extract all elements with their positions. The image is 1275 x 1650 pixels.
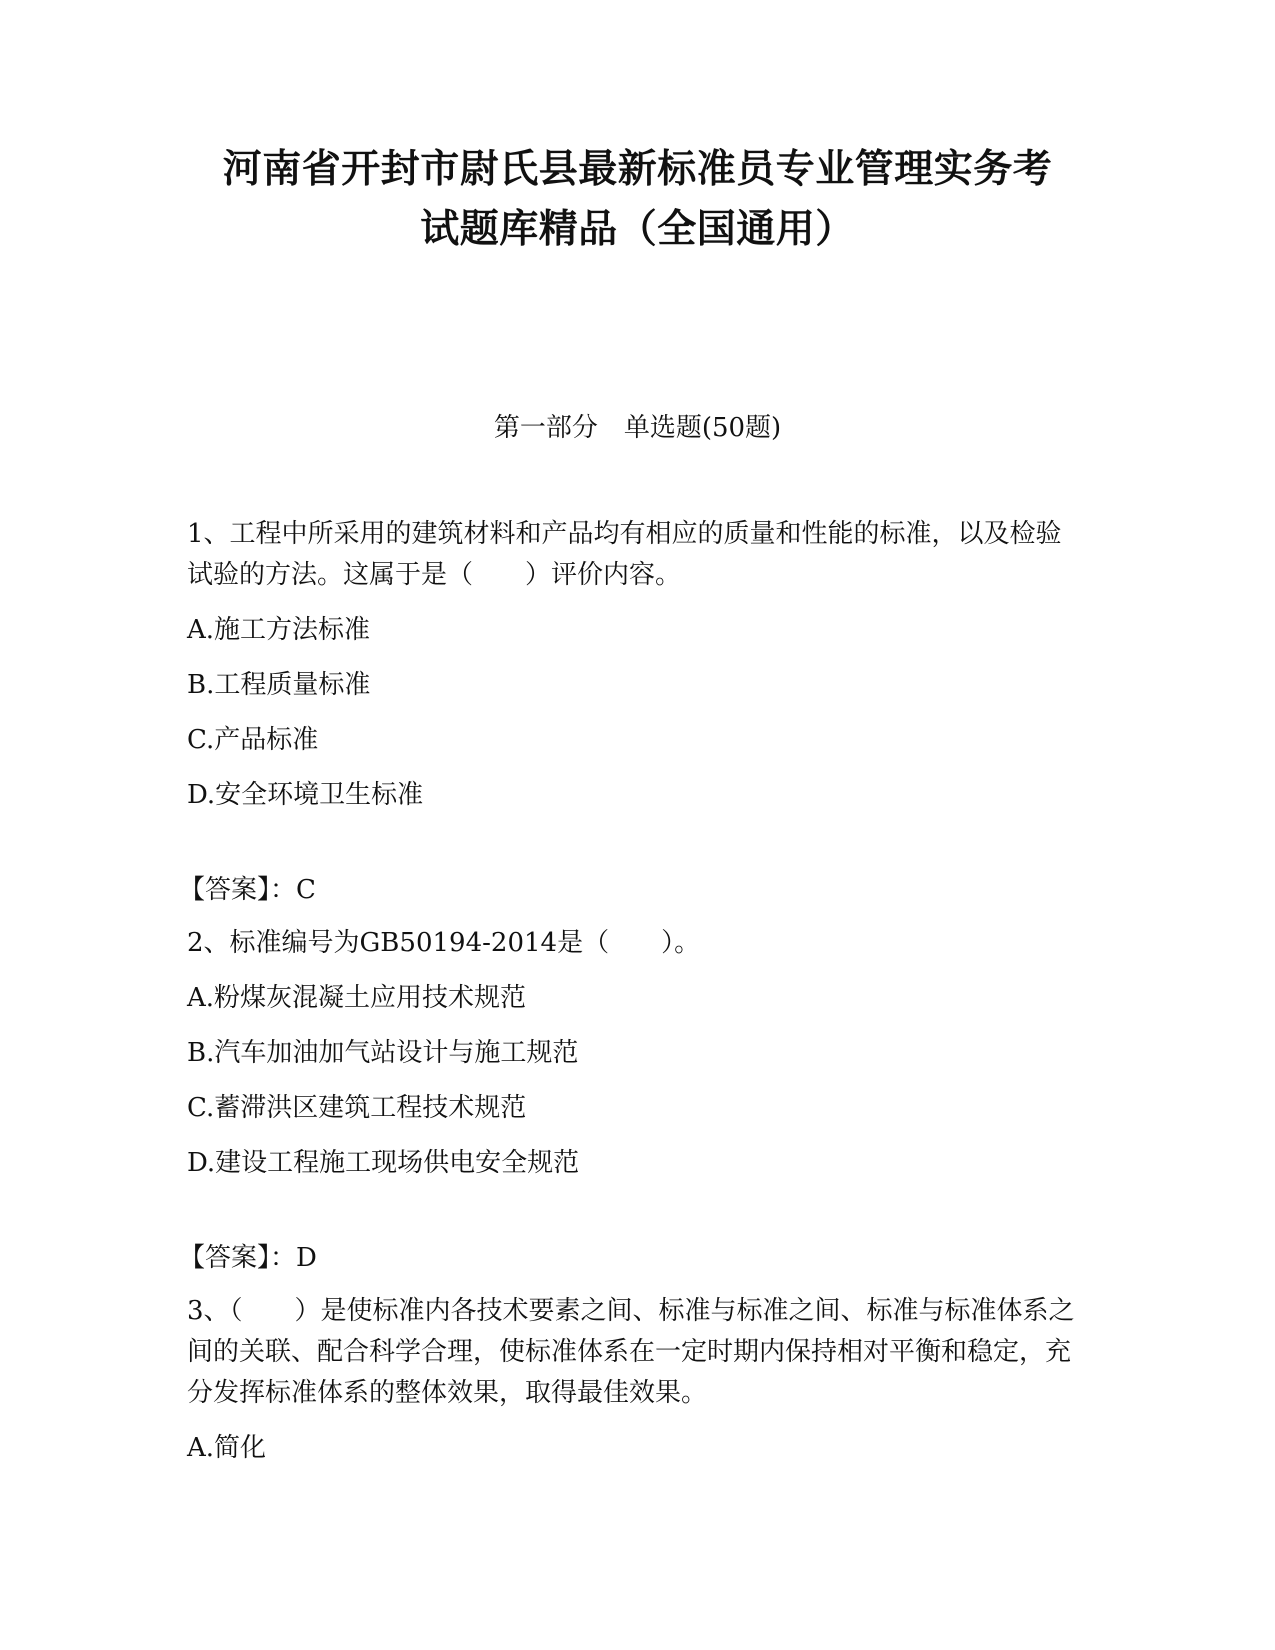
question-3 bbox=[187, 1291, 1087, 1469]
document-title bbox=[150, 140, 1125, 260]
option-d: D.安全环境卫生标准 bbox=[187, 780, 424, 810]
section-heading: 第一部分 单选题(50题) bbox=[493, 413, 782, 443]
option-b: B.工程质量标准 bbox=[187, 670, 371, 700]
option-c: C.蓄滞洪区建筑工程技术规范 bbox=[187, 1093, 527, 1123]
question-1 bbox=[179, 514, 1087, 911]
option-a: A.施工方法标准 bbox=[187, 615, 371, 645]
question-stem: 3、（ ）是使标准内各技术要素之间、标准与标准之间、标准与标准体系之间的关联、配合科学合理，使标准体系在一定时期内保持相对平衡和稳定，充分发挥标准体系的整体效果，取得最佳效果。 bbox=[187, 1296, 1075, 1408]
answer-line bbox=[179, 1238, 1087, 1279]
answer-text: 【答案】：C bbox=[179, 875, 316, 905]
question-stem: 1、工程中所采用的建筑材料和产品均有相应的质量和性能的标准，以及检验试验的方法。这属于是（ ）评价内容。 bbox=[187, 519, 1062, 590]
option-a: A.粉煤灰混凝土应用技术规范 bbox=[187, 983, 527, 1013]
option-d: D.建设工程施工现场供电安全规范 bbox=[187, 1148, 580, 1178]
question-2 bbox=[179, 923, 1087, 1279]
option-a: A.简化 bbox=[187, 1433, 267, 1463]
title-line-2: 试题库精品（全国通用） bbox=[420, 207, 855, 252]
option-c: C.产品标准 bbox=[187, 725, 319, 755]
answer-line bbox=[179, 870, 1087, 911]
answer-text: 【答案】：D bbox=[179, 1243, 317, 1273]
question-list bbox=[179, 514, 1087, 1469]
option-b: B.汽车加油加气站设计与施工规范 bbox=[187, 1038, 579, 1068]
question-stem: 2、标准编号为GB50194-2014是（ ）。 bbox=[187, 928, 701, 958]
title-line-1: 河南省开封市尉氏县最新标准员专业管理实务考 bbox=[222, 147, 1053, 192]
